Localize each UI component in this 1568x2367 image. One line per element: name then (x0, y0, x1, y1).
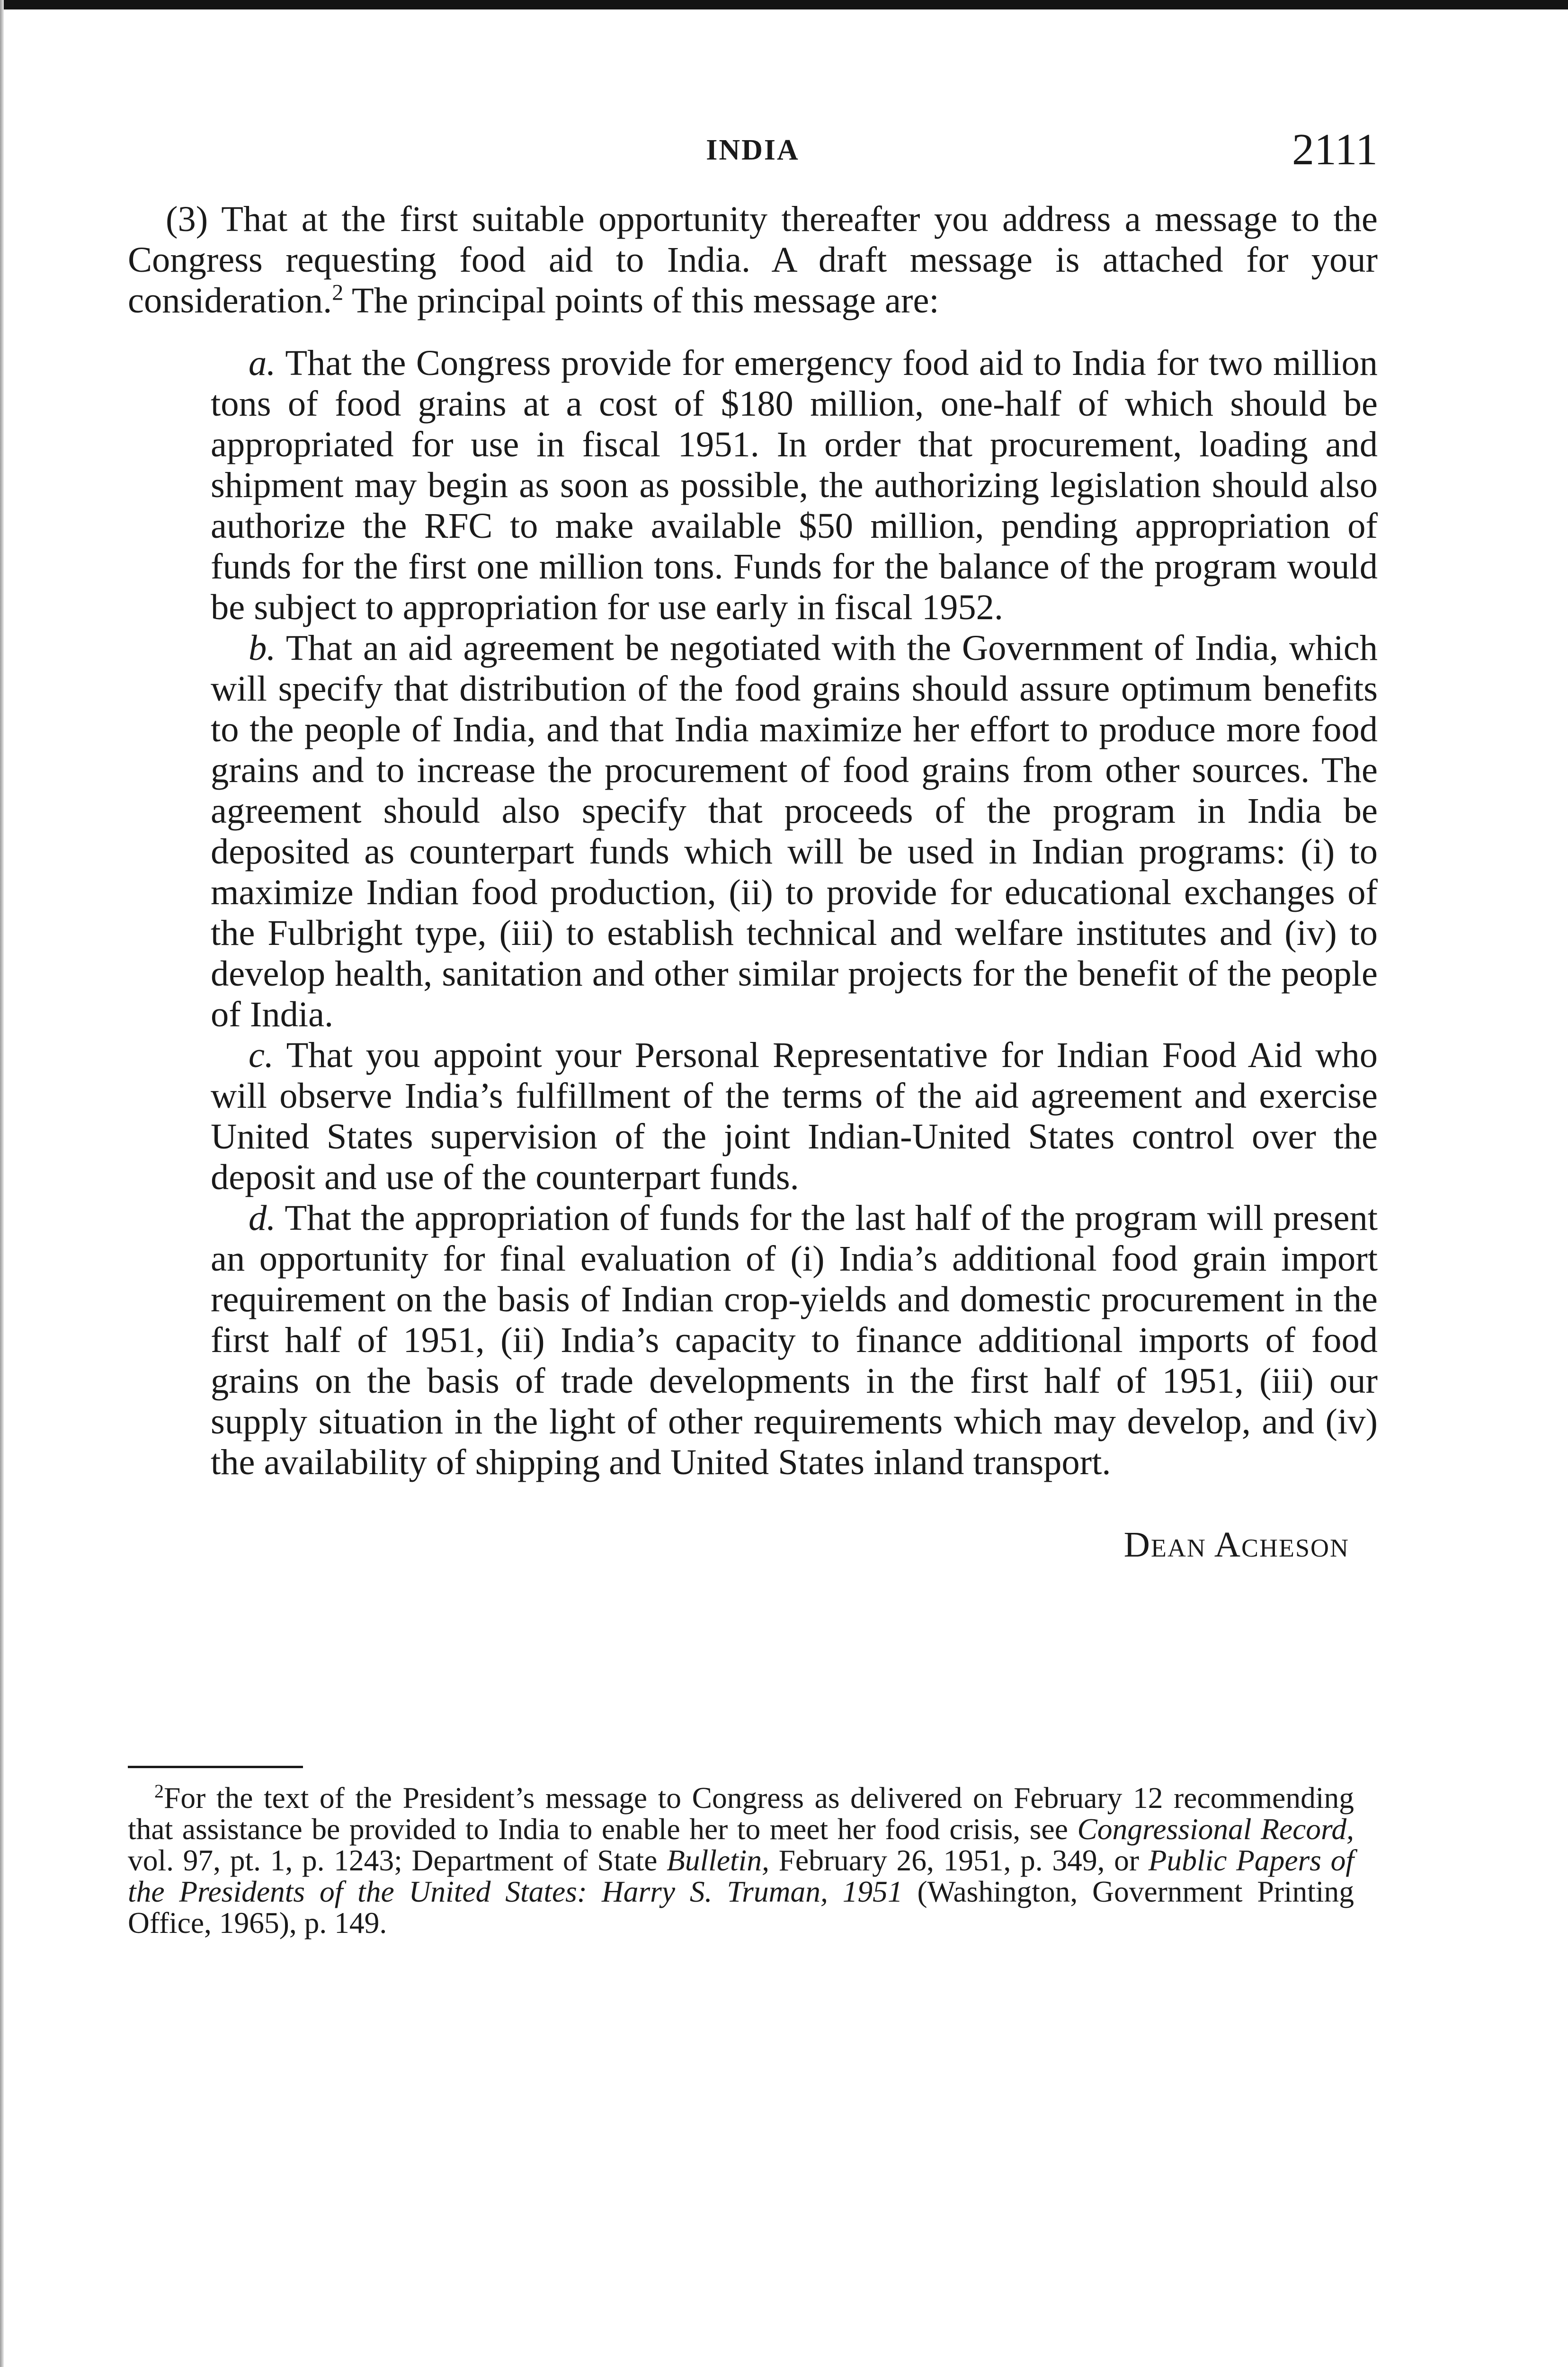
subitem-b (211, 628, 1378, 1035)
scan-left-edge (0, 0, 4, 2367)
subitem-b-marker: b. (249, 628, 276, 668)
page-number: 2111 (1292, 125, 1378, 174)
footnote-reference: 2 (332, 280, 344, 305)
paragraph-3 (128, 199, 1378, 321)
footnote-2 (128, 1782, 1354, 1939)
subitem-c (211, 1035, 1378, 1198)
subitem-list (128, 343, 1378, 1483)
running-head: INDIA (706, 134, 800, 166)
subitem-a (211, 343, 1378, 628)
subitem-b-text: That an aid agreement be negotiated with the Government of India, which will specify that distribution of the food grains should assure optimum benefits to the people of India, and that India maximize her effort to produce more food grains and to increase the procurement of food grains from other sources. The agreement should also specify that proceeds of the program in India be deposited as counterpart funds which will be used in Indian programs: (i) to maximize Indian food production, (ii) to provide for educational exchanges of the Fulbright type, (iii) to establish technical and welfare institutes and (iv) to develop health, sanitation and other similar projects for the benefit of the people of India. (211, 628, 1378, 1034)
footnote-marker: 2 (154, 1780, 164, 1802)
footnote-divider (128, 1766, 303, 1768)
page-header (128, 124, 1378, 181)
footnote-citation-congressional-record: Congressional Record, (1077, 1812, 1354, 1846)
footnote-citation-public-papers: Public Papers of the Presidents of the United States: Harry S. Truman, 1951 (128, 1843, 1354, 1908)
scan-top-edge (0, 0, 1568, 9)
footnote-text: (Washington, Government Printing Office, 1965), p. 149. (128, 1875, 1354, 1940)
subitem-d-marker: d. (249, 1198, 276, 1238)
footnote-text: February 26, 1951, p. 349, or (769, 1843, 1149, 1877)
subitem-c-marker: c. (249, 1035, 274, 1075)
subitem-a-marker: a. (249, 343, 276, 383)
footnote-text: vol. 97, pt. 1, p. 1243; Department of State (128, 1843, 667, 1877)
subitem-c-text: That you appoint your Personal Representative for Indian Food Aid who will observe India’s fulfillment of the terms of the aid agreement and exercise United States supervision of the joint Indian-United States control over the deposit and use of the counterpart funds. (211, 1035, 1378, 1197)
footnote-text: For the text of the President’s message to Congress as delivered on February 12 recommending that assistance be provided to India to enable her to meet her food crisis, see (128, 1781, 1354, 1846)
footnote-citation-bulletin: Bulletin, (667, 1843, 769, 1877)
subitem-d-text: That the appropriation of funds for the last half of the program will present an opportunity for final evaluation of (i) India’s additional food grain import requirement on the basis of Indian crop-yields and domestic procurement in the first half of 1951, (ii) India’s capacity to finance additional imports of food grains on the basis of trade developments in the first half of 1951, (iii) our supply situation in the light of other requirements which may develop, and (iv) the availability of shipping and United States inland transport. (211, 1198, 1378, 1482)
paragraph-3-text-continued: The principal points of this message are: (343, 280, 939, 320)
body-text (128, 199, 1378, 1565)
paragraph-3-text: (3) That at the first suitable opportunity thereafter you address a message to the Congress requesting food aid to India. A draft message is attached for your consideration. (128, 199, 1378, 320)
subitem-d (211, 1198, 1378, 1483)
signature: Dean Acheson (1123, 1524, 1349, 1565)
subitem-a-text: That the Congress provide for emergency food aid to India for two million tons of food grains at a cost of $180 million, one-half of which should be appropriated for use in fiscal 1951. In order that procurement, loading and shipment may begin as soon as possible, the authorizing legislation should also authorize the RFC to make available $50 million, pending appropriation of funds for the first one million tons. Funds for the balance of the program would be subject to appropriation for use early in fiscal 1952. (211, 343, 1378, 627)
